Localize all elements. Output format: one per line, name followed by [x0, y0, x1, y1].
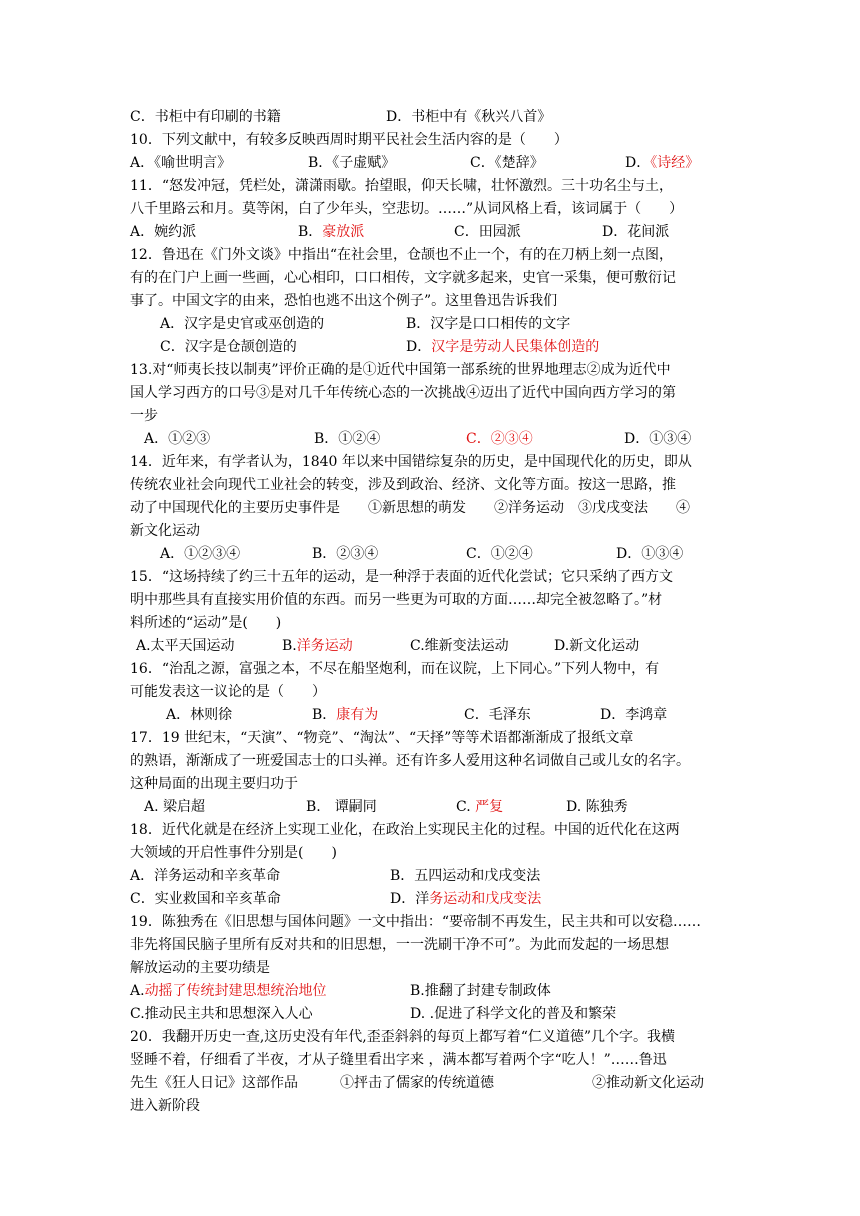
q15-stem-line-2: 明中那些具有直接实用价值的东西。而另一些更为可取的方面……却完全被忽略了。”材	[130, 592, 663, 608]
q19-stem-line-1: 19．陈独秀在《旧思想与国体问题》一文中指出：“要帝制不再发生，民主共和可以安稳……	[130, 914, 701, 930]
q14-options	[130, 543, 734, 566]
q16-option-b-prefix: B．	[312, 707, 337, 723]
q17-option-b: B. 谭嗣同	[306, 799, 377, 815]
q18-options-row-2	[130, 888, 734, 911]
q14-stem-line-4: 新文化运动	[130, 523, 200, 539]
q11-option-c: C．田园派	[454, 224, 521, 240]
q12-stem-line-3: 事了。中国文字的由来，恐怕也逃不出这个例子”。这里鲁迅告诉我们	[130, 293, 558, 309]
q11-stem-line-2: 八千里路云和月。莫等闲，白了少年头，空悲切。……”从词风格上看，该词属于（ ）	[130, 201, 684, 217]
q16-option-b	[312, 704, 378, 727]
q10-option-c: C．《楚辞》	[470, 155, 544, 171]
q11-option-b-prefix: B．	[298, 224, 323, 240]
q11-option-d: D．花间派	[602, 224, 670, 240]
q12-options-row-2	[130, 336, 734, 359]
q13-options	[130, 428, 734, 451]
q13-option-a: A．①②③	[144, 431, 211, 447]
q12-option-d	[406, 336, 599, 359]
q20-stem-line-3: 先生《狂人日记》这部作品 ①抨击了儒家的传统道德 ②推动新文化运动	[130, 1075, 704, 1091]
q13-stem-line-2: 国人学习西方的口号③是对几千年传统心态的一次挑战④迈出了近代中国向西方学习的第	[130, 385, 676, 401]
q19-options-row-2	[130, 1003, 734, 1026]
q10-option-d-prefix: D．	[625, 155, 651, 171]
q18-answer: 务运动和戊戌变法	[429, 891, 542, 907]
q15-answer: 洋务运动	[296, 638, 353, 654]
q9-option-c: C．书柜中有印刷的书籍	[130, 109, 281, 125]
q19-stem-line-3: 解放运动的主要功绩是	[130, 960, 270, 976]
q19-options-row-1	[130, 980, 734, 1003]
exam-content	[130, 106, 734, 1118]
q12-option-c: C．汉字是仓颉创造的	[160, 339, 297, 355]
q10-options	[130, 152, 734, 175]
q17-stem-line-3: 这种局面的出现主要归功于	[130, 776, 298, 792]
q17-stem-line-2: 的熟语，渐渐成了一班爱国志士的口头禅。还有许多人爱用这种名词做自己或儿女的名字。	[130, 753, 690, 769]
q19-option-d: D. .促进了科学文化的普及和繁荣	[410, 1006, 617, 1022]
q11-answer: 豪放派	[322, 224, 365, 240]
q18-option-c: C．实业救国和辛亥革命	[130, 891, 281, 907]
q15-option-b-prefix: B.	[282, 638, 297, 654]
q12-option-d-prefix: D．	[406, 339, 432, 355]
q20-stem-line-2: 竖睡不着，仔细看了半夜，才从子缝里看出字来 ，满本都写着两个字“吃人！”……鲁迅	[130, 1052, 667, 1068]
q12-option-a: A．汉字是史官或巫创造的	[160, 316, 325, 332]
q9-option-d: D．书柜中有《秋兴八首》	[386, 109, 552, 125]
q12-options-row-1	[130, 313, 734, 336]
q15-options	[130, 635, 734, 658]
q15-stem-line-1: 15．“这场持续了约三十五年的运动，是一种浮于表面的近代化尝试；它只采纳了西方文	[130, 569, 673, 585]
q18-stem-line-2: 大领域的开启性事件分别是( )	[130, 845, 337, 861]
q17-options	[130, 796, 734, 819]
q13-stem-line-1: 13.对“师夷长技以制夷”评价正确的是①近代中国第一部系统的世界地理志②成为近代中	[130, 362, 671, 378]
q19-option-a	[130, 980, 327, 1003]
q20-stem-line-1: 20．我翻开历史一查,这历史没有年代,歪歪斜斜的每页上都写着“仁义道德”几个字。我横	[130, 1029, 676, 1045]
q19-stem-line-2: 非先将国民脑子里所有反对共和的旧思想，一一洗刷干净不可”。为此而发起的一场思想	[130, 937, 670, 953]
q17-option-a: A. 梁启超	[144, 799, 206, 815]
q14-option-d: D．①③④	[616, 546, 684, 562]
q13-stem-line-3: 一步	[130, 408, 158, 424]
q12-stem-line-2: 有的在门户上画一些画，心心相印，口口相传，文字就多起来，史官一采集，便可敷衍记	[130, 270, 676, 286]
q17-option-d: D. 陈独秀	[566, 799, 628, 815]
q10-answer: 《诗经》	[650, 155, 700, 171]
q10-option-d	[625, 152, 699, 175]
q19-option-a-prefix: A.	[130, 983, 145, 999]
q11-option-a: A．婉约派	[130, 224, 197, 240]
q17-option-c	[456, 796, 503, 819]
q11-option-b	[298, 221, 364, 244]
q14-stem-line-2: 传统农业社会向现代工业社会的转变，涉及到政治、经济、文化等方面。按这一思路，推	[130, 477, 676, 493]
q15-option-c: C.维新变法运动	[410, 638, 509, 654]
q18-options-row-1	[130, 865, 734, 888]
q19-option-c: C.推动民主共和思想深入人心	[130, 1006, 313, 1022]
q17-stem-line-1: 17．19 世纪末，“天演”、“物竞”、“淘汰”、“天择”等等术语都渐渐成了报纸文章	[130, 730, 634, 746]
q16-stem-line-2: 可能发表这一议论的是（ ）	[130, 684, 326, 700]
q9-options	[130, 106, 734, 129]
q18-option-d	[390, 888, 541, 911]
q16-option-c: C．毛泽东	[464, 707, 531, 723]
q15-option-d: D.新文化运动	[554, 638, 640, 654]
q18-option-a: A．洋务运动和辛亥革命	[130, 868, 281, 884]
q10-option-a: A．《喻世明言》	[130, 155, 232, 171]
q10-option-b: B．《子虚赋》	[308, 155, 396, 171]
q14-stem-line-3: 动了中国现代化的主要历史事件是 ①新思想的萌发 ②洋务运动 ③戊戌变法 ④	[130, 500, 690, 516]
q17-answer: 严复	[475, 799, 504, 815]
q15-option-b	[282, 635, 353, 658]
q20-stem-line-4: 进入新阶段	[130, 1098, 200, 1114]
q12-answer: 汉字是劳动人民集体创造的	[431, 339, 600, 355]
q15-stem-line-3: 料所述的“运动”是( )	[130, 615, 282, 631]
q11-stem-line-1: 11．“怒发冲冠，凭栏处，潇潇雨歇。抬望眼，仰天长啸，壮怀激烈。三十功名尘与土，	[130, 178, 673, 194]
q14-option-c: C．①②④	[466, 546, 533, 562]
q13-option-d: D．①③④	[624, 431, 692, 447]
q13-answer: C．②③④	[466, 431, 533, 447]
q16-option-a: A．林则徐	[166, 707, 233, 723]
q14-option-b: B．②③④	[312, 546, 379, 562]
q16-options	[130, 704, 734, 727]
q11-options	[130, 221, 734, 244]
q14-stem-line-1: 14．近年来，有学者认为，1840 年以来中国错综复杂的历史，是中国现代化的历史，即从	[130, 454, 692, 470]
q17-option-c-prefix: C.	[456, 799, 476, 815]
q18-stem-line-1: 18．近代化就是在经济上实现工业化，在政治上实现民主化的过程。中国的近代化在这两	[130, 822, 680, 838]
q19-option-b: B.推翻了封建专制政体	[410, 983, 551, 999]
q19-answer: 动摇了传统封建思想统治地位	[144, 983, 327, 999]
q15-option-a: A.太平天国运动	[136, 638, 235, 654]
q16-stem-line-1: 16．“治乱之源，富强之本，不尽在船坚炮利，而在议院，上下同心。”下列人物中，有	[130, 661, 660, 677]
q16-option-d: D．李鸿章	[600, 707, 668, 723]
q12-stem-line-1: 12．鲁迅在《门外文谈》中指出“在社会里，仓颉也不止一个，有的在刀柄上刻一点图，	[130, 247, 673, 263]
q10-stem: 10．下列文献中，有较多反映西周时期平民社会生活内容的是（ ）	[130, 132, 568, 148]
q16-answer: 康有为	[336, 707, 379, 723]
q18-option-b: B．五四运动和戊戌变法	[390, 868, 541, 884]
q12-option-b: B．汉字是口口相传的文字	[406, 316, 571, 332]
q13-option-b: B．①②④	[314, 431, 381, 447]
q14-option-a: A．①②③④	[160, 546, 241, 562]
q18-option-d-prefix: D．洋	[390, 891, 430, 907]
